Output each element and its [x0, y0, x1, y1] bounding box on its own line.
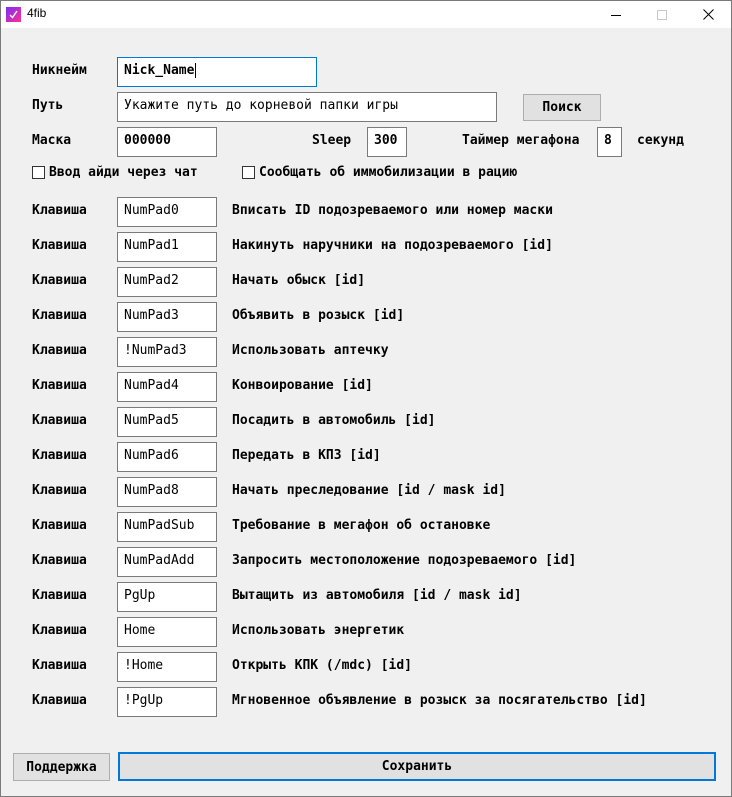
window-title: 4fib — [27, 6, 47, 20]
keybind-input[interactable] — [117, 687, 217, 717]
keybind-input[interactable] — [117, 477, 217, 507]
keybind-key: !NumPad3 — [124, 343, 187, 358]
keybind-input[interactable] — [117, 512, 217, 542]
keybind-key: !Home — [124, 658, 164, 673]
nickname-input[interactable] — [117, 57, 317, 87]
keybind-key: NumPad5 — [124, 413, 179, 428]
search-button[interactable]: Поиск — [523, 94, 601, 121]
keybind-action: Объявить в розыск [id] — [232, 308, 405, 323]
keybind-input[interactable] — [117, 232, 217, 262]
keybind-label: Клавиша — [32, 483, 87, 498]
keybind-input[interactable] — [117, 617, 217, 647]
minimize-icon — [611, 10, 621, 20]
mask-value: 000000 — [124, 133, 171, 148]
radio-report-checkbox[interactable] — [242, 166, 255, 179]
path-label: Путь — [32, 98, 64, 113]
keybind-key: Home — [124, 623, 156, 638]
keybind-label: Клавиша — [32, 378, 87, 393]
keybind-label: Клавиша — [32, 623, 87, 638]
keybind-label: Клавиша — [32, 693, 87, 708]
megaphone-timer-value: 8 — [604, 133, 612, 148]
chat-id-checkbox[interactable] — [32, 166, 45, 179]
keybind-input[interactable] — [117, 547, 217, 577]
keybind-input[interactable] — [117, 267, 217, 297]
keybind-action: Требование в мегафон об остановке — [232, 518, 491, 533]
nickname-value: Nick_Name — [124, 63, 195, 78]
keybind-input[interactable] — [117, 302, 217, 332]
title-bar — [1, 1, 731, 28]
keybind-label: Клавиша — [32, 238, 87, 253]
keybind-input[interactable] — [117, 372, 217, 402]
sleep-label: Sleep — [312, 133, 352, 148]
keybind-label: Клавиша — [32, 343, 87, 358]
support-button[interactable]: Поддержка — [13, 753, 110, 781]
maximize-button — [639, 1, 685, 28]
keybind-action: Передать в КПЗ [id] — [232, 448, 381, 463]
keybind-key: NumPadAdd — [124, 553, 195, 568]
minimize-button[interactable] — [593, 1, 639, 28]
keybind-input[interactable] — [117, 582, 217, 612]
keybind-key: NumPadSub — [124, 518, 195, 533]
keybind-key: NumPad6 — [124, 448, 179, 463]
keybind-action: Конвоирование [id] — [232, 378, 373, 393]
chat-id-checkbox-label: Ввод айди через чат — [49, 165, 198, 180]
close-icon — [703, 9, 714, 20]
keybind-key: PgUp — [124, 588, 156, 603]
keybind-key: !PgUp — [124, 693, 164, 708]
keybind-action: Начать преследование [id / mask id] — [232, 483, 506, 498]
keybind-input[interactable] — [117, 197, 217, 227]
keybind-key: NumPad1 — [124, 238, 179, 253]
keybind-action: Накинуть наручники на подозреваемого [id] — [232, 238, 553, 253]
keybind-key: NumPad4 — [124, 378, 179, 393]
keybind-action: Мгновенное объявление в розыск за посягательство [id] — [232, 693, 647, 708]
keybind-input[interactable] — [117, 442, 217, 472]
keybind-input[interactable] — [117, 407, 217, 437]
path-value: Укажите путь до корневой папки игры — [124, 98, 398, 113]
nickname-label: Никнейм — [32, 63, 87, 78]
keybind-key: NumPad8 — [124, 483, 179, 498]
sleep-value: 300 — [374, 133, 398, 148]
radio-report-checkbox-label: Сообщать об иммобилизации в рацию — [259, 165, 518, 180]
path-input[interactable] — [117, 92, 497, 122]
maximize-icon — [657, 10, 667, 20]
sleep-input[interactable] — [367, 127, 407, 157]
save-button[interactable]: Сохранить — [118, 752, 716, 781]
keybind-key: NumPad3 — [124, 308, 179, 323]
keybind-label: Клавиша — [32, 658, 87, 673]
keybind-action: Вытащить из автомобиля [id / mask id] — [232, 588, 522, 603]
megaphone-timer-input[interactable] — [597, 127, 622, 157]
mask-label: Маска — [32, 133, 72, 148]
keybind-input[interactable] — [117, 652, 217, 682]
mask-input[interactable] — [117, 127, 217, 157]
close-button[interactable] — [685, 1, 731, 28]
keybind-label: Клавиша — [32, 413, 87, 428]
keybind-action: Запросить местоположение подозреваемого [id] — [232, 553, 577, 568]
keybind-action: Использовать энергетик — [232, 623, 405, 638]
app-logo-icon — [6, 7, 21, 22]
megaphone-timer-label: Таймер мегафона — [462, 133, 580, 148]
keybind-label: Клавиша — [32, 553, 87, 568]
keybind-action: Открыть КПК (/mdc) [id] — [232, 658, 413, 673]
keybind-label: Клавиша — [32, 308, 87, 323]
keybind-label: Клавиша — [32, 588, 87, 603]
keybind-label: Клавиша — [32, 273, 87, 288]
text-caret — [195, 63, 196, 78]
keybind-input[interactable] — [117, 337, 217, 367]
keybind-action: Использовать аптечку — [232, 343, 389, 358]
form-area — [1, 28, 731, 796]
keybind-action: Начать обыск [id] — [232, 273, 366, 288]
keybind-key: NumPad2 — [124, 273, 179, 288]
keybind-label: Клавиша — [32, 203, 87, 218]
seconds-label: секунд — [637, 133, 684, 148]
keybind-action: Вписать ID подозреваемого или номер маски — [232, 203, 553, 218]
keybind-label: Клавиша — [32, 448, 87, 463]
keybind-action: Посадить в автомобиль [id] — [232, 413, 436, 428]
keybind-label: Клавиша — [32, 518, 87, 533]
keybind-key: NumPad0 — [124, 203, 179, 218]
